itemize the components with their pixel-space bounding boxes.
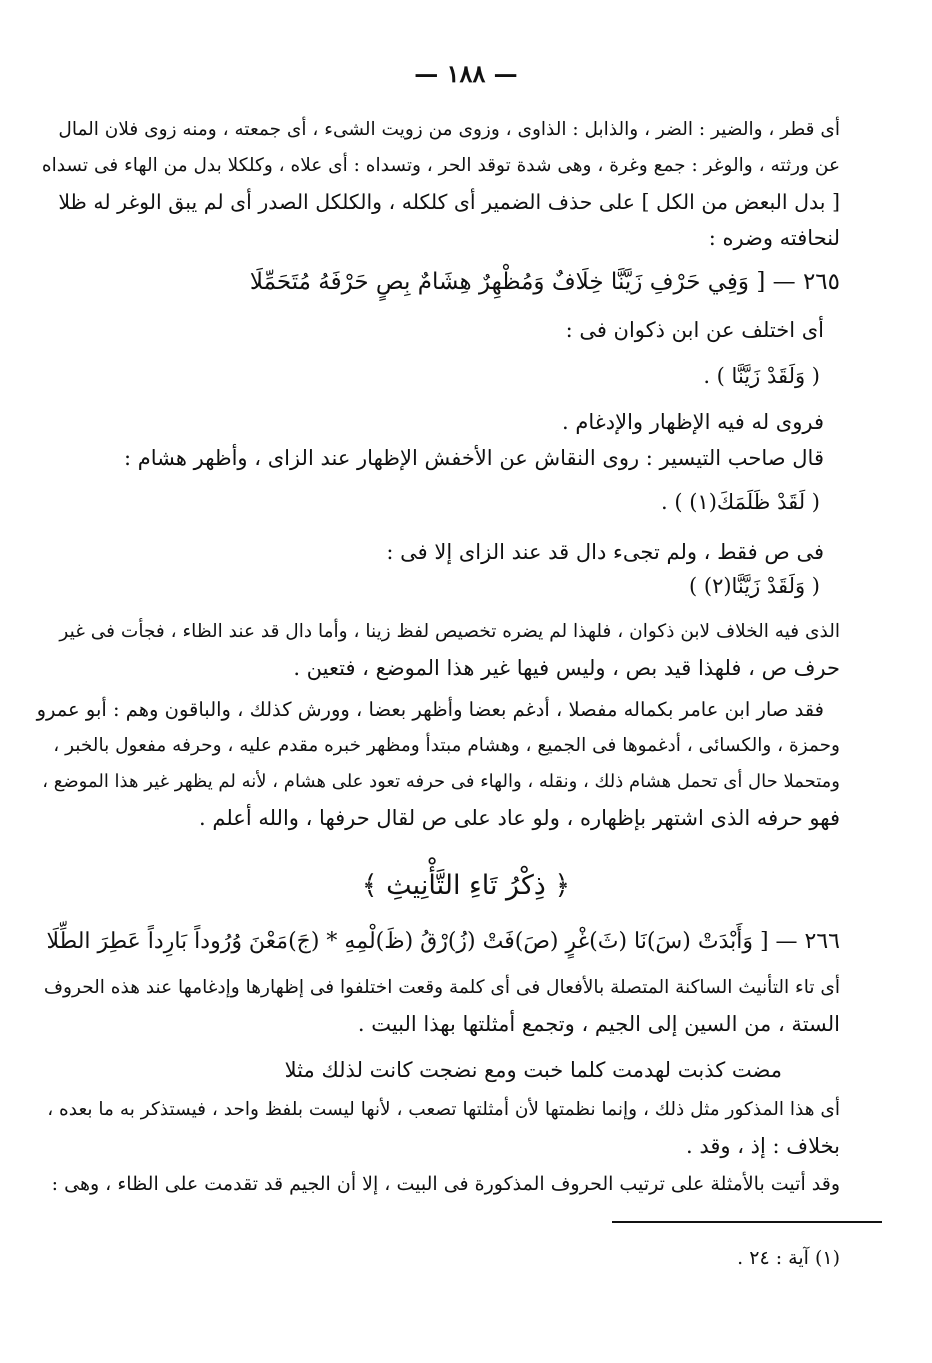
text-line: حرف ص ، فلهذا قيد بص ، وليس فيها غير هذا الموضع ، فتعين . — [293, 656, 840, 680]
text-line: بخلاف : إذ ، وقد . — [686, 1134, 840, 1158]
text-line: ومتحملا حال أى تحمل هشام ذلك ، ونقله ، والهاء فى حرفه تعود على هشام ، لأنه لم يظهر غير هذا الموضع ، — [42, 771, 840, 792]
text-line: الستة ، من السين إلى الجيم ، وتجمع أمثلتها بهذا البيت . — [357, 1012, 840, 1036]
poetry-line: مضت كذبت لهدمت كلما خبت ومع نضجت كانت لذلك مثلا — [284, 1058, 782, 1082]
text-line: أى هذا المذكور مثل ذلك ، وإنما نظمتها لأن أمثلتها تصعب ، لأنها ليست بلفظ واحد ، فيستذكر به ما بعده ، — [47, 1099, 840, 1120]
text-line: الذى فيه الخلاف لابن ذكوان ، فلهذا لم يضره تخصيص لفظ زينا ، وأما دال قد عند الظاء ، فجأت فى غير — [59, 621, 840, 642]
text-line: أى اختلف عن ابن ذكوان فى : — [565, 318, 824, 342]
quran-quote: ( وَلَقَدْ زَيَّنَّا(٢) ) — [689, 574, 820, 598]
text-line: أى تاء التأنيث الساكنة المتصلة بالأفعال فى أى كلمة وقعت اختلفوا فى إظهارها وإدغامها عند هذه الحروف — [43, 977, 840, 998]
text-line: فهو حرفه الذى اشتهر بإظهاره ، ولو عاد على ص لقال حرفها ، والله أعلم . — [199, 806, 840, 830]
text-line: وحمزة ، والكسائى ، أدغموها فى الجميع ، وهشام مبتدأ ومظهر خبره مقدم عليه ، وحرفه مفعول بالخبر ، — [53, 735, 840, 756]
text-line: فى ص فقط ، ولم تجىء دال قد عند الزاى إلا فى : — [386, 540, 824, 564]
verse-265: ٢٦٥ — [ وَفِي حَرْفِ زَيَّنَّا خِلَافٌ وَمُظْهِرٌ هِشَامٌ بِصٍ حَرْفَهُ مُتَحَمِّلَا — [249, 269, 840, 295]
quran-quote: ( وَلَقَدْ زَيَّنَّا ) . — [703, 364, 820, 388]
text-line: فروى له فيه الإظهار والإدغام . — [562, 410, 824, 434]
text-line: أى قطر ، والضير : الضر ، والذابل : الذاوى ، وزوى من زويت الشىء ، أى جمعته ، ومنه زوى فلان المال — [58, 119, 840, 140]
text-line: وقد أتيت بالأمثلة على ترتيب الحروف المذكورة فى البيت ، إلا أن الجيم قد تقدمت على الظاء ، وهى : — [51, 1173, 840, 1195]
footnote: (١) آية : ٢٤ . — [737, 1247, 840, 1269]
quran-quote: ( لَقَدْ ظَلَمَكَ(١) ) . — [661, 490, 820, 514]
text-line: فقد صار ابن عامر بكماله مفصلا ، أدغم بعضا وأظهر بعضا ، وورش كذلك ، والباقون وهم : أبو عمرو — [36, 698, 824, 721]
footnote-separator — [612, 1221, 882, 1223]
section-title: ﴿ ذِكْرُ تَاءِ التَّأْنِيثِ ﴾ — [361, 870, 571, 901]
text-line: قال صاحب التيسير : روى النقاش عن الأخفش الإظهار عند الزاى ، وأظهر هشام : — [123, 446, 824, 470]
verse-266: ٢٦٦ — [ وَأَبْدَتْ (سَ)نَا (ثَ)غْرٍ (صَ)فَتْ (زُ)رْقُ (ظَ)لْمِهِ * (جَ)مَعْنَ وُرُوداً بَارِداً عَطِرَ الطِّلَا — [46, 929, 840, 954]
page-number: — ١٨٨ — — [414, 59, 518, 88]
text-line: عن ورثته ، والوغر : جمع وغرة ، وهى شدة توقد الحر ، وتسداه : أى علاه ، وكلكلا بدل من الهاء فى تسداه — [41, 155, 840, 176]
text-line: لنحافته وضره : — [708, 226, 840, 250]
text-line: [ بدل البعض من الكل ] على حذف الضمير أى كلكله ، والكلكل الصدر أى لم يبق الوغر له ظلا — [58, 190, 840, 214]
